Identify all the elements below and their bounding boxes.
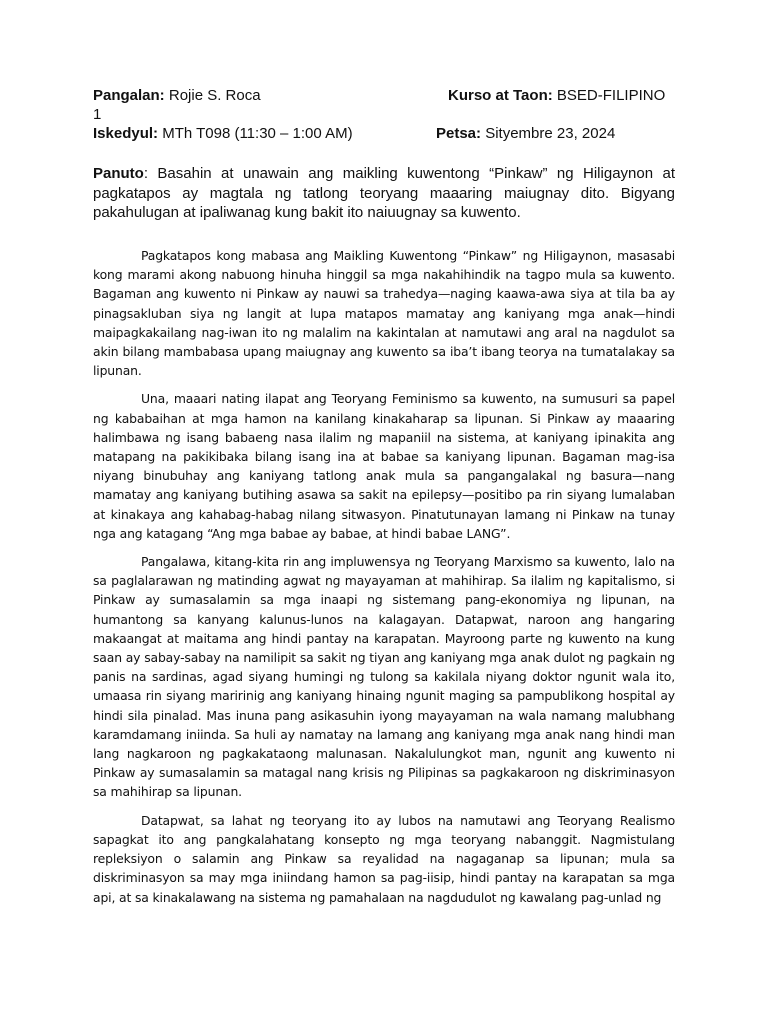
essay-body — [93, 246, 675, 916]
paragraph-feminism: Una, maaari nating ilapat ang Teoryang Feminismo sa kuwento, na sumusuri sa papel ng kababaihan at mga hamon na kanilang kinakaharap sa lipunan. Si Pinkaw ay maaaring halimbawa ng isang babaeng nasa ilalim ng mapaniil na sistema, at kaniyang ipinakita ang matapang na pakikibaka bilang isang ina at babae sa kaniyang lipunan. Bagaman mag-isa niyang binubuhay ang kaniyang tatlong anak mula sa pangangalakal ng basura—nang mamatay ang kaniyang butihing asawa sa sakit na epilepsy—positibo pa rin siyang lumalaban at kinakaya ang kahabag-habag nilang sitwasyon. Pinatutunayan lamang ni Pinkaw na tunay nga ang katagang “Ang mga babae ay babae, at hindi babae LANG”. — [93, 391, 675, 541]
name-label: Pangalan: — [93, 87, 165, 104]
course-line — [448, 87, 665, 105]
course-value: BSED-FILIPINO — [556, 87, 666, 104]
instruction — [93, 164, 675, 223]
date-line — [436, 125, 615, 143]
date-label: Petsa: — [436, 125, 482, 142]
schedule-label: Iskedyul: — [93, 125, 159, 142]
schedule-line — [93, 125, 353, 143]
paragraph-realism: Datapwat, sa lahat ng teoryang ito ay lubos na namutawi ang Teoryang Realismo sapagkat ito ang pangkalahatang konsepto ng mga teoryang nabanggit. Nagmistulang repleksiyon o salamin ang Pinkaw sa reyalidad na nagaganap sa lipunan; mula sa diskriminasyon sa may mga iniindang hamon sa pag-iisip, hindi pantay na karapatan sa mga api, at sa kinakalawang na sistema ng pamahalaan na nagdudulot ng kawalang pag-unlad ng — [93, 812, 675, 905]
name-line — [93, 87, 261, 105]
date-value: Sityembre 23, 2024 — [485, 125, 616, 142]
course-year: 1 — [93, 106, 102, 123]
instruction-text: : Basahin at unawain ang maikling kuwentong “Pinkaw” ng Hiligaynon at pagkatapos ay magtala ng tatlong teoryang maaaring maiugnay dito. Bigyang pakahulugan at ipaliwanag kung bakit ito naiuugnay sa kuwento. — [93, 165, 675, 221]
instruction-label: Panuto — [93, 165, 144, 182]
name-value: Rojie S. Roca — [168, 87, 261, 104]
paragraph-intro: Pagkatapos kong mabasa ang Maikling Kuwentong “Pinkaw” ng Hiligaynon, masasabi kong marami akong nabuong hinuha hinggil sa mga nakahihindik na tagpo mula sa kuwento. Bagaman ang kuwento ni Pinkaw ay nauwi sa trahedya—naging kaawa-awa siya at tila ba ay pinagsakluban siya ng langit at lupa matapos mamatay ang kaniyang mga anak—hindi maipagkakailang nag-iwan ito ng malalim na kakintalan at namutawi ang aral na nagdulot sa akin bilang mambabasa upang maiugnay ang kuwento sa iba’t ibang teorya na tumatalakay sa lipunan. — [93, 248, 675, 379]
paragraph-marxism: Pangalawa, kitang-kita rin ang impluwensya ng Teoryang Marxismo sa kuwento, lalo na sa paglalarawan ng matinding agwat ng mayayaman at mahihirap. Sa ilalim ng kapitalismo, si Pinkaw ay sumasalamin sa mga inaapi ng sistemang pang-ekonomiya ng lipunan, na humantong sa kanyang kalunus-lunos na kalagayan. Datapwat, naroon ang hangaring makaangat at maitama ang hindi pantay na karapatan. Mayroong parte ng kuwento na kung saan ay sabay-sabay na namilipit sa sakit ng tiyan ang kaniyang mga anak dulot ng pagkain ng panis na sardinas, agad siyang humingi ng tulong sa kakilala niyang doktor ngunit wala ito, umaasa rin siyang maririnig ang kaniyang hinaing ngunit maging sa pampublikong hospital ay hindi sila pinalad. Mas inuna pang asikasuhin iyong mayayaman na wala namang malubhang karamdamang iniinda. Sa huli ay namatay na lamang ang kaniyang mga anak nang hindi man lang nagkaroon ng pagkakataong malunasan. Nakalulungkot man, ngunit ang kuwento ni Pinkaw ay sumasalamin sa matagal nang krisis ng Pilipinas sa pagkakaroon ng diskriminasyon sa mahihirap sa lipunan. — [93, 554, 675, 800]
schedule-value: MTh T098 (11:30 – 1:00 AM) — [162, 125, 353, 142]
course-label: Kurso at Taon: — [448, 87, 553, 104]
